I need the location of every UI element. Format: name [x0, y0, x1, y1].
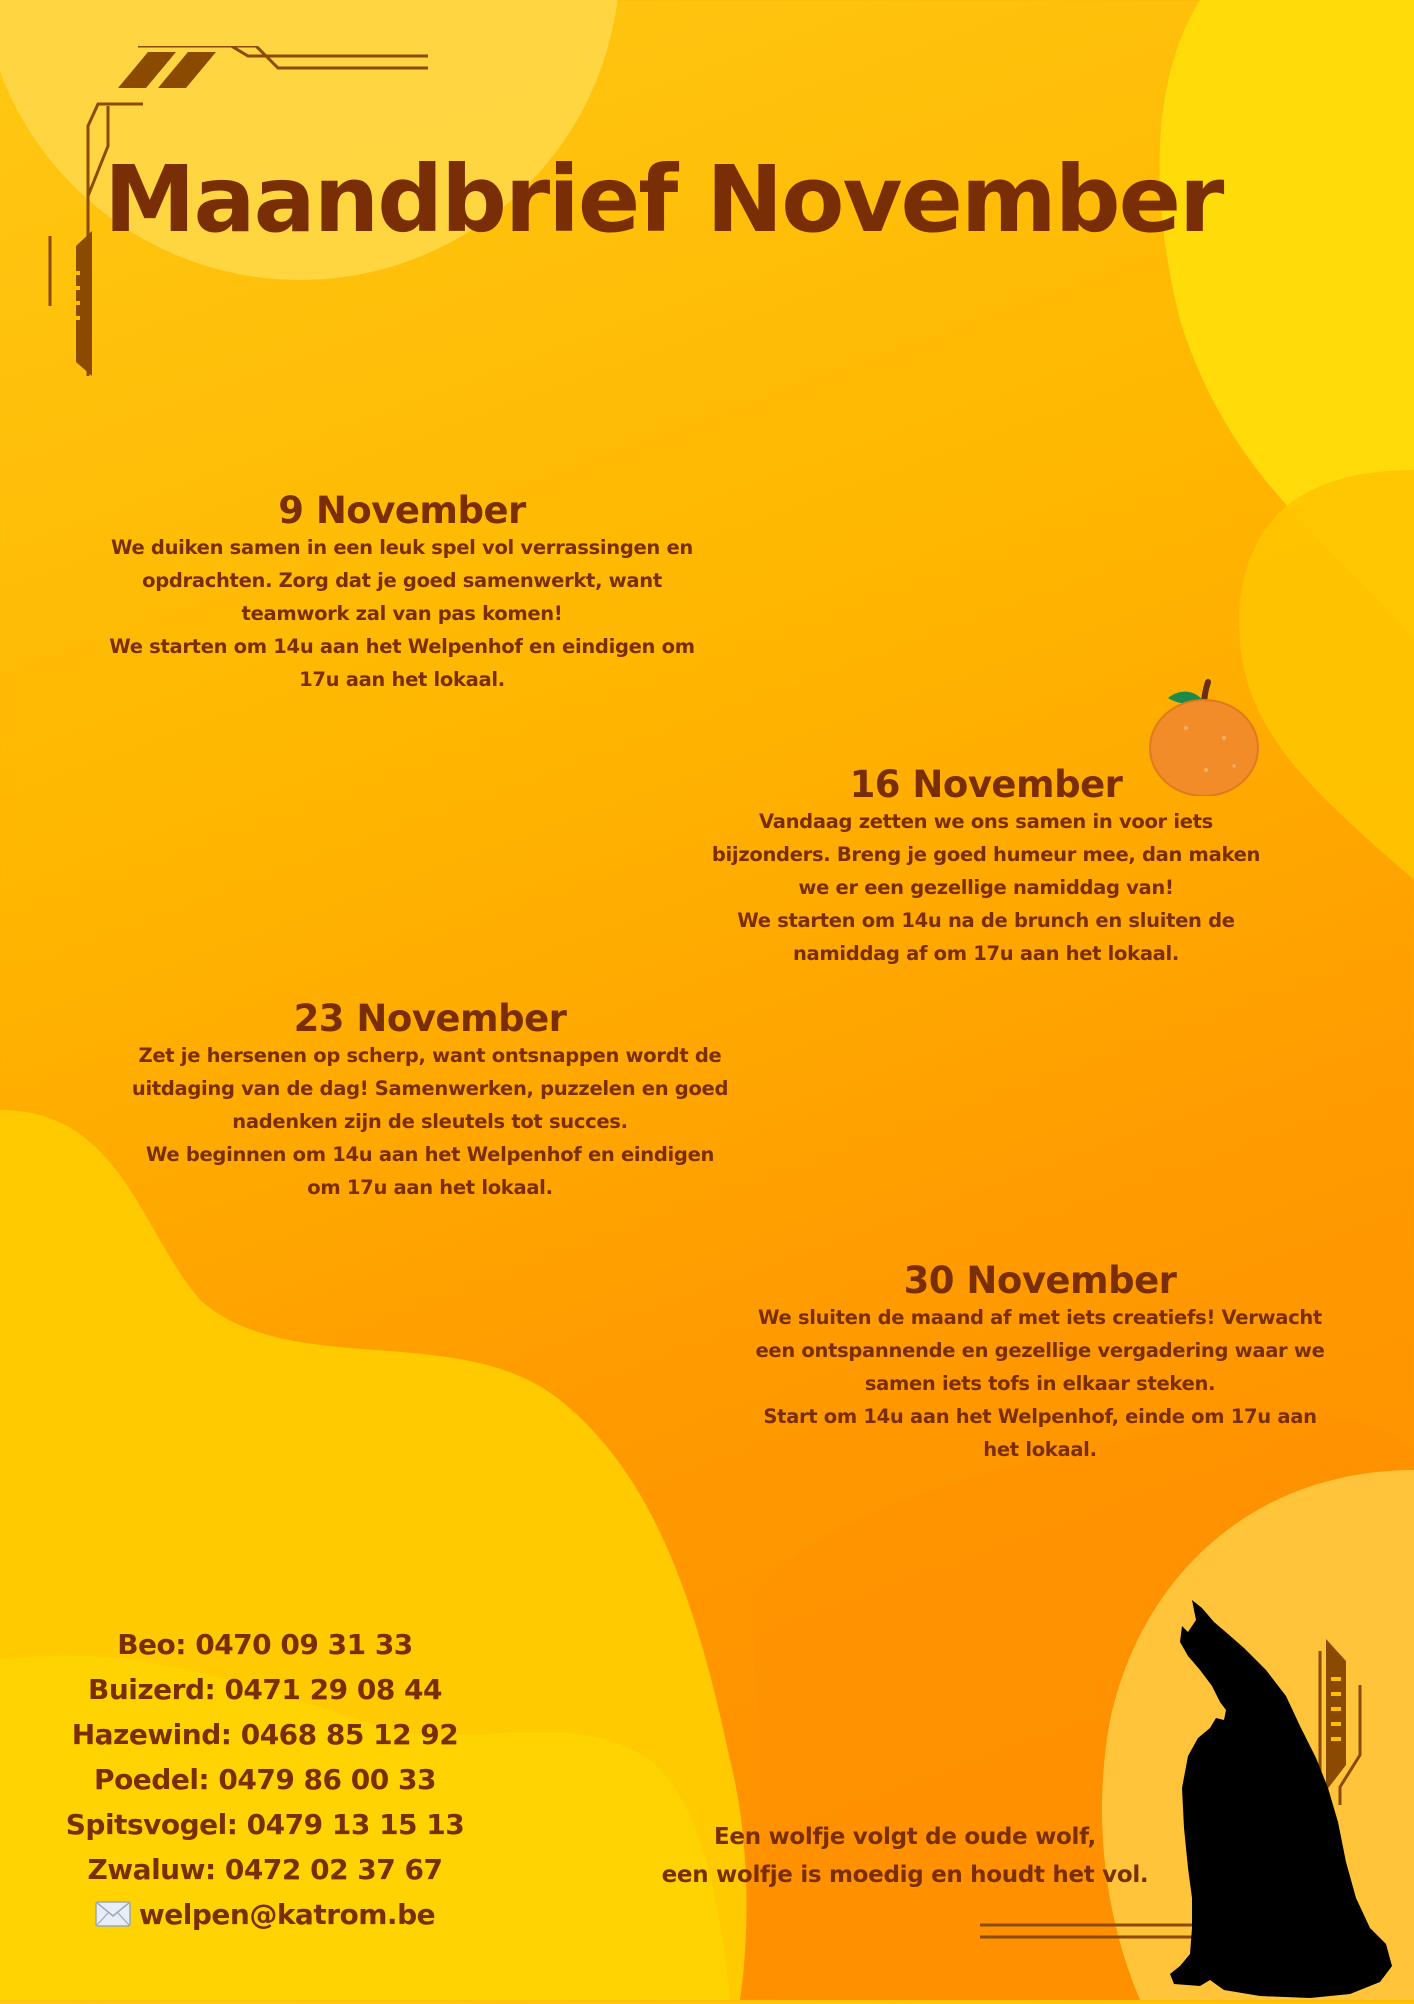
- event-description: [72, 531, 732, 696]
- event-line: We beginnen om 14u aan het Welpenhof en eindigen: [145, 1142, 715, 1166]
- event-description: [720, 1301, 1360, 1466]
- event-block: [720, 1259, 1360, 1466]
- event-line: Start om 14u aan het Welpenhof, einde om 17u aan: [763, 1404, 1317, 1428]
- event-line: opdrachten. Zorg dat je goed samenwerkt, want: [142, 568, 662, 592]
- event-line: samen iets tofs in elkaar steken.: [864, 1371, 1216, 1395]
- contact-poedel[interactable]: Poedel: 0479 86 00 33: [94, 1763, 436, 1796]
- email-link[interactable]: welpen@katrom.be: [138, 1898, 436, 1931]
- event-line: We starten om 14u aan het Welpenhof en eindigen om: [109, 634, 695, 658]
- quote-line-1: Een wolfje volgt de oude wolf,: [713, 1824, 1096, 1850]
- event-line: We duiken samen in een leuk spel vol verrassingen en: [110, 535, 694, 559]
- event-line: we er een gezellige namiddag van!: [798, 875, 1174, 899]
- event-line: Zet je hersenen op scherp, want ontsnappen wordt de: [138, 1043, 722, 1067]
- event-line: bijzonders. Breng je goed humeur mee, dan maken: [711, 842, 1261, 866]
- event-date: 30 November: [903, 1259, 1177, 1302]
- event-date: 9 November: [278, 489, 526, 532]
- envelope-icon: [95, 1895, 131, 1940]
- event-line: een ontspannende en gezellige vergadering waar we: [755, 1338, 1325, 1362]
- event-description: [666, 805, 1306, 970]
- event-block: [90, 997, 770, 1204]
- event-line: We starten om 14u na de brunch en sluiten de: [737, 908, 1235, 932]
- event-date: 23 November: [293, 997, 567, 1040]
- event-line: het lokaal.: [983, 1437, 1097, 1461]
- contact-list: [40, 1622, 490, 1940]
- event-block: [666, 763, 1306, 970]
- page-title: Maandbrief November: [104, 145, 1223, 253]
- contact-hazewind[interactable]: Hazewind: 0468 85 12 92: [71, 1718, 459, 1751]
- event-line: uitdaging van de dag! Samenwerken, puzzelen en goed: [131, 1076, 729, 1100]
- email-row: [40, 1892, 490, 1940]
- contact-buizerd[interactable]: Buizerd: 0471 29 08 44: [87, 1673, 443, 1706]
- event-line: nadenken zijn de sleutels tot succes.: [232, 1109, 628, 1133]
- event-line: 17u aan het lokaal.: [299, 667, 505, 691]
- contact-zwaluw[interactable]: Zwaluw: 0472 02 37 67: [87, 1853, 443, 1886]
- event-line: om 17u aan het lokaal.: [307, 1175, 553, 1199]
- howling-wolf-silhouette: [1140, 1598, 1400, 2004]
- contact-spitsvogel[interactable]: Spitsvogel: 0479 13 15 13: [65, 1808, 465, 1841]
- contact-beo[interactable]: Beo: 0470 09 31 33: [117, 1628, 413, 1661]
- quote-line-2: een wolfje is moedig en houdt het vol.: [661, 1862, 1149, 1888]
- event-block: [72, 489, 732, 696]
- event-line: teamwork zal van pas komen!: [241, 601, 563, 625]
- event-description: [90, 1039, 770, 1204]
- event-line: We sluiten de maand af met iets creatiefs! Verwacht: [758, 1305, 1322, 1329]
- event-line: namiddag af om 17u aan het lokaal.: [792, 941, 1180, 965]
- event-line: Vandaag zetten we ons samen in voor iets: [759, 809, 1213, 833]
- event-date: 16 November: [849, 763, 1123, 806]
